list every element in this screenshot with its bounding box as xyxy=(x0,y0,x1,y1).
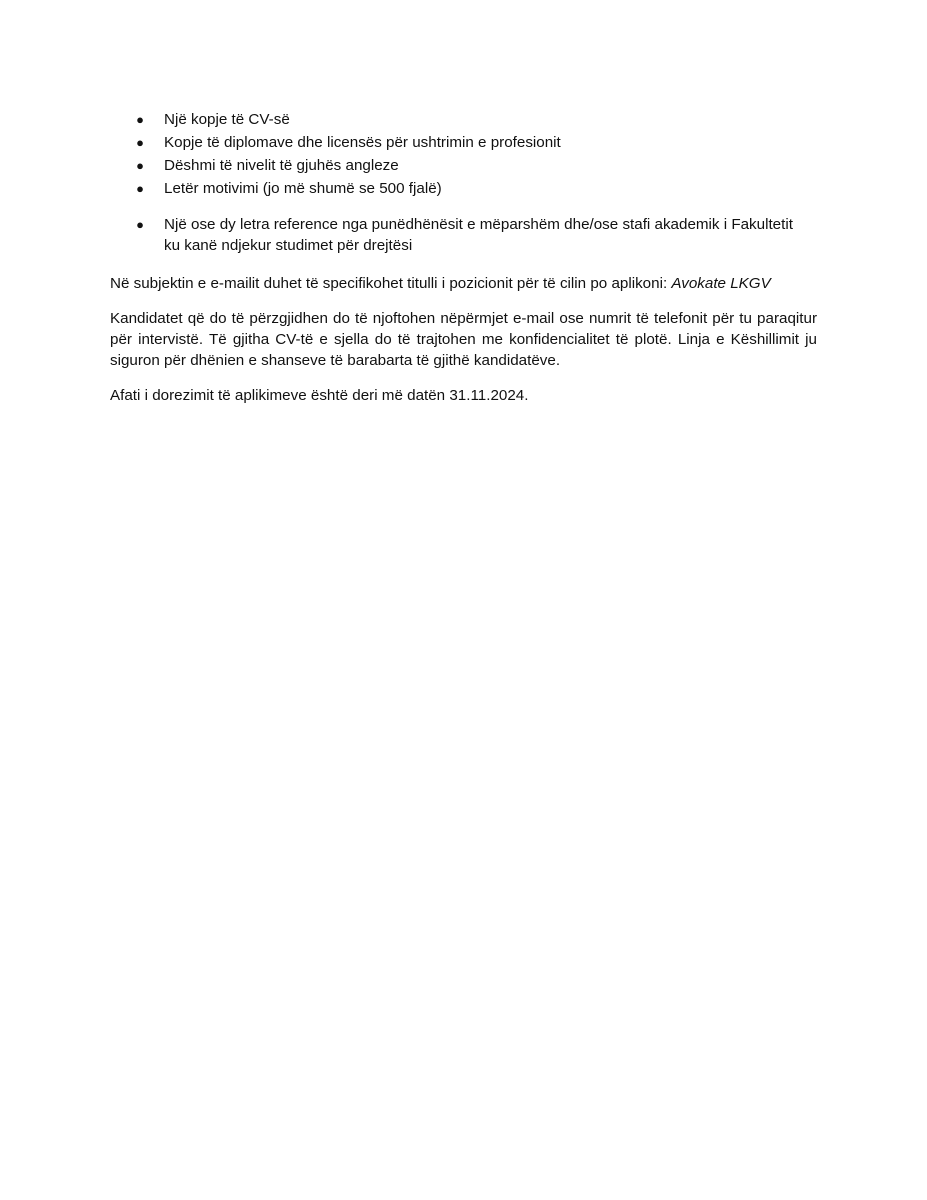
list-item xyxy=(110,178,817,199)
bullet-icon: ● xyxy=(136,217,144,232)
list-item xyxy=(110,214,817,256)
list-item xyxy=(110,109,817,130)
selection-paragraph: Kandidatet që do të përzgjidhen do të njoftohen nëpërmjet e-mail ose numrit të telefonit për tu paraqitur për intervistë. Të gjitha CV-të e sjella do të trajtohen me konfidencialitet të plotë. Linja e Këshillimit ju siguron për dhënien e shanseve të barabarta të gjithë kandidatëve. xyxy=(110,310,817,369)
deadline-paragraph: Afati i dorezimit të aplikimeve është deri më datën 31.11.2024. xyxy=(110,387,529,404)
list-item-text: Një kopje të CV-së xyxy=(164,111,290,128)
list-item-text: Letër motivimi (jo më shumë se 500 fjalë) xyxy=(164,180,442,197)
list-item-text: Kopje të diplomave dhe licensës për ushtrimin e profesionit xyxy=(164,134,561,151)
requirements-list xyxy=(110,109,817,256)
bullet-icon: ● xyxy=(136,112,144,127)
email-subject-text: Në subjektin e e-mailit duhet të specifikohet titulli i pozicionit për të cilin po aplikoni: xyxy=(110,275,672,292)
email-subject-paragraph xyxy=(110,273,817,294)
bullet-icon: ● xyxy=(136,158,144,173)
list-item xyxy=(110,155,817,176)
list-item xyxy=(110,132,817,153)
list-item-text: Një ose dy letra reference nga punëdhënësit e mëparshëm dhe/ose stafi akademik i Fakultetit ku kanë ndjekur studimet për drejtësi xyxy=(164,216,793,254)
document-body xyxy=(110,109,817,406)
position-title: Avokate LKGV xyxy=(671,275,771,292)
list-item-text: Dëshmi të nivelit të gjuhës angleze xyxy=(164,157,399,174)
bullet-icon: ● xyxy=(136,135,144,150)
bullet-icon: ● xyxy=(136,181,144,196)
